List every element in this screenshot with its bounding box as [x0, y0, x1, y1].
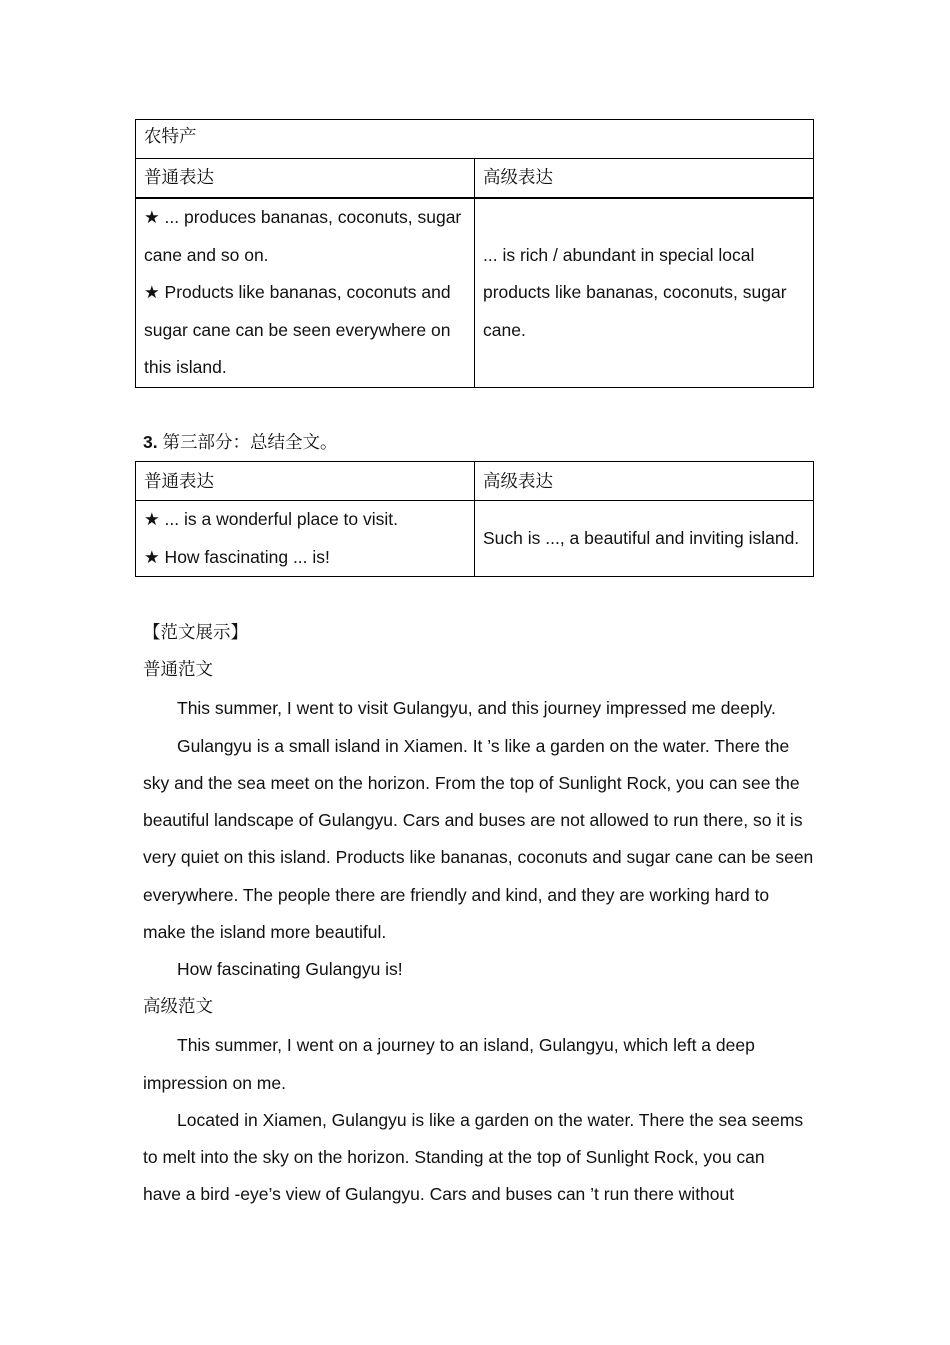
essay-line: have a bird -eye’s view of Gulangyu. Cars and buses can ’t run there without	[143, 1184, 735, 1204]
advanced-expression-cell	[475, 198, 814, 387]
normal-expression-cell	[136, 198, 475, 387]
essay-line: sky and the sea meet on the horizon. From the top of Sunlight Rock, you can see the	[143, 773, 800, 793]
sample-heading: 【范文展示】	[143, 622, 248, 642]
header-normal: 普通表达	[136, 462, 475, 501]
header-normal: 普通表达	[136, 159, 475, 199]
section-title: 第三部分：总结全文。	[162, 432, 338, 452]
advanced-essay-title: 高级范文	[143, 996, 213, 1016]
essay-line: This summer, I went on a journey to an island, Gulangyu, which left a deep	[177, 1035, 755, 1055]
essay-line: very quiet on this island. Products like bananas, coconuts and sugar cane can be seen	[143, 847, 814, 867]
essay-line: to melt into the sky on the horizon. Standing at the top of Sunlight Rock, you can	[143, 1147, 765, 1167]
normal-expression-cell	[136, 501, 475, 577]
section-heading	[143, 424, 833, 462]
table-title: 农特产	[136, 120, 814, 159]
cell-line: cane.	[483, 319, 526, 340]
cell-line: ★ Products like bananas, coconuts and	[144, 282, 451, 303]
cell-line: sugar cane can be seen everywhere on	[144, 319, 451, 340]
header-advanced: 高级表达	[475, 462, 814, 501]
cell-line: ★ How fascinating ... is!	[144, 546, 330, 567]
essay-line: Located in Xiamen, Gulangyu is like a garden on the water. There the sea seems	[177, 1110, 804, 1130]
essay-line: impression on me.	[143, 1073, 286, 1093]
normal-essay-title: 普通范文	[143, 659, 213, 679]
essay-line: How fascinating Gulangyu is!	[177, 959, 403, 979]
advanced-expression-cell: Such is ..., a beautiful and inviting island.	[475, 501, 814, 577]
cell-line: cane and so on.	[144, 244, 269, 265]
essay-line: beautiful landscape of Gulangyu. Cars and buses are not allowed to run there, so it is	[143, 810, 803, 830]
specialty-table	[135, 119, 814, 388]
essay-line: everywhere. The people there are friendly and kind, and they are working hard to	[143, 885, 770, 905]
cell-line: ★ ... is a wonderful place to visit.	[144, 509, 398, 529]
cell-line: ... is rich / abundant in special local	[483, 244, 755, 265]
summary-table	[135, 461, 814, 577]
essay-line: make the island more beautiful.	[143, 922, 387, 942]
essay-line: Gulangyu is a small island in Xiamen. It ’s like a garden on the water. There the	[177, 736, 790, 756]
cell-line: products like bananas, coconuts, sugar	[483, 282, 787, 303]
essay-line: This summer, I went to visit Gulangyu, and this journey impressed me deeply.	[177, 698, 776, 718]
header-advanced: 高级表达	[475, 159, 814, 199]
cell-line: this island.	[144, 357, 227, 378]
cell-line: ★ ... produces bananas, coconuts, sugar	[144, 207, 462, 227]
section-number: 3.	[143, 432, 158, 452]
